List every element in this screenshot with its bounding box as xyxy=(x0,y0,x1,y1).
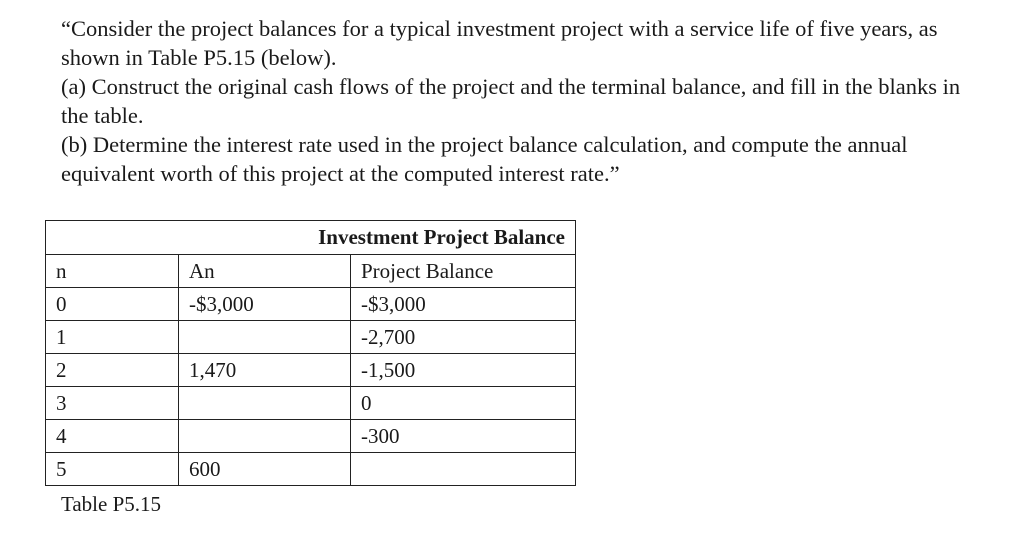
table-title: Investment Project Balance xyxy=(179,221,576,255)
table-row xyxy=(46,420,576,453)
table-title-spacer xyxy=(46,221,179,255)
project-balance-table xyxy=(45,220,576,486)
cell-project-balance: -1,500 xyxy=(351,354,576,387)
cell-n: 4 xyxy=(46,420,179,453)
cell-an: 1,470 xyxy=(179,354,351,387)
problem-part-b: (b) Determine the interest rate used in the project balance calculation, and compute the annual equivalent worth of this project at the computed interest rate.” xyxy=(61,132,908,186)
cell-project-balance: -$3,000 xyxy=(351,288,576,321)
cell-an xyxy=(179,420,351,453)
cell-n: 5 xyxy=(46,453,179,486)
table-row xyxy=(46,453,576,486)
cell-n: 2 xyxy=(46,354,179,387)
cell-project-balance: 0 xyxy=(351,387,576,420)
problem-intro: “Consider the project balances for a typical investment project with a service life of five years, as shown in Table P5.15 (below). xyxy=(61,16,938,70)
cell-an xyxy=(179,321,351,354)
cell-an: 600 xyxy=(179,453,351,486)
cell-n: 1 xyxy=(46,321,179,354)
cell-project-balance: -2,700 xyxy=(351,321,576,354)
cell-project-balance: -300 xyxy=(351,420,576,453)
table-row xyxy=(46,321,576,354)
table-title-row xyxy=(46,221,576,255)
problem-part-a: (a) Construct the original cash flows of the project and the terminal balance, and fill in the blanks in the table. xyxy=(61,74,961,128)
cell-n: 3 xyxy=(46,387,179,420)
table-row xyxy=(46,354,576,387)
cell-project-balance xyxy=(351,453,576,486)
table-header-row xyxy=(46,255,576,288)
cell-n: 0 xyxy=(46,288,179,321)
header-an: An xyxy=(179,255,351,288)
header-n: n xyxy=(46,255,179,288)
problem-statement xyxy=(61,14,966,188)
table-row xyxy=(46,387,576,420)
cell-an: -$3,000 xyxy=(179,288,351,321)
header-project-balance: Project Balance xyxy=(351,255,576,288)
table-row xyxy=(46,288,576,321)
table-caption: Table P5.15 xyxy=(61,492,162,516)
cell-an xyxy=(179,387,351,420)
